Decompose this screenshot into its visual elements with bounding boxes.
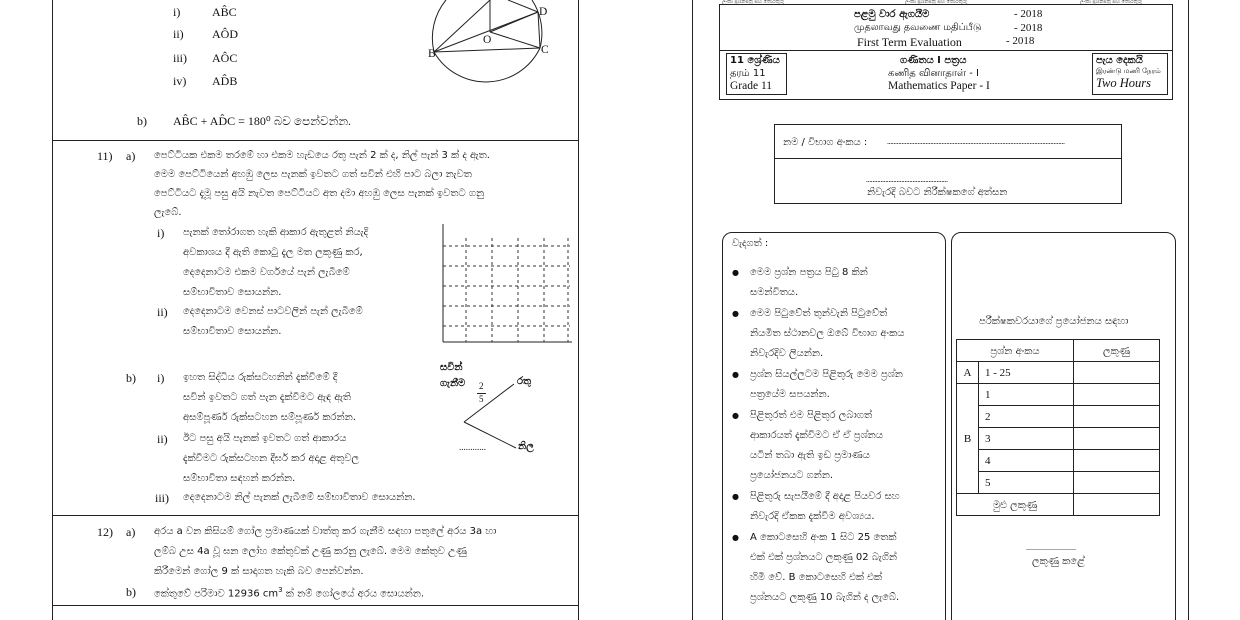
- question-divider: [52, 515, 578, 516]
- paper-sinhala: ගණිතය I පත්‍රය: [900, 55, 967, 66]
- name-index-field[interactable]: ...............................................................................................................: [887, 137, 1065, 146]
- header-english-title: First Term Evaluation: [857, 35, 962, 49]
- q12-a-line: අරය a වන කිසියම් ගෝල ප්‍රමාණයක් වාත්තු කර ගැනීම සඳහා පතුලේ අරය 3a හා: [154, 526, 497, 537]
- table-row: [957, 406, 1160, 428]
- left-page-border-right: [578, 0, 579, 620]
- sample-space-grid: [442, 224, 574, 346]
- table-row: [957, 384, 1160, 406]
- q11-a-line: ලැබේ.: [154, 207, 182, 218]
- q11-bii-line: ඊට පසු අයි පැනක් ඉවතට ගත් ආකාරය: [183, 433, 347, 444]
- q12-a-label: a): [126, 525, 136, 539]
- q11-b-label: b): [126, 371, 136, 385]
- instructions-title: වැදගත් :: [732, 238, 769, 249]
- instructions-list: [730, 263, 942, 609]
- time-tamil: இரண்டு மணி நேரம்: [1096, 67, 1161, 75]
- paper-english: Mathematics Paper - I: [888, 80, 990, 92]
- paper-tamil: கணித வினாதாள் - I: [888, 68, 979, 79]
- time-english: Two Hours: [1096, 76, 1151, 90]
- q11-bi-label: i): [157, 371, 165, 385]
- question-number: 5: [979, 472, 1074, 494]
- q11-ai-line: පැනක් තෝරාගත හැකි ආකාර ඇතුළත් නියැදි: [183, 227, 369, 238]
- top-strip-text: ලංකා ප්‍රශ්නපත්‍ර සහ තොරතුරු: [1080, 0, 1142, 5]
- marks-cell[interactable]: [1074, 384, 1160, 406]
- tree-fraction-denominator: 5: [479, 394, 484, 404]
- q10-part-num: i): [173, 5, 181, 19]
- marked-by-label: ලකුණු කළේ: [1032, 556, 1085, 567]
- q11-aii-line: දෙදෙනාටම වෙනස් පාටවලින් පැන් ලැබීමේ: [183, 306, 363, 317]
- q11-ai-label: i): [157, 226, 165, 240]
- left-page-border-left: [52, 0, 53, 620]
- instruction-item: ● මෙම පිටුවේත් තුන්වැනි පිටුවේත් නියමිත ස්ථානවල ඔබේ විභාග අංකය නිවැරදිව ලියන්න.: [730, 304, 942, 364]
- q10-part-expr: AÔD: [212, 27, 238, 41]
- header-divider: [719, 50, 1173, 51]
- q12-a-line: ලම්බ උස 4a වූ ඝන ලෝහ කේතුවක් උණු කරනු ලැබේ. මෙම කේතුව උණු: [154, 546, 467, 557]
- header-tamil-title: முதலாவது தவணை மதிப்பீடு: [854, 22, 982, 33]
- figure-label-d: D: [539, 6, 548, 18]
- table-row: [957, 428, 1160, 450]
- q11-a-line: මෙම පෙට්ටියෙන් අහඹු ලෙස පැනක් ඉවතට ගත් සවින් එහි පාට බලා නැවත: [154, 169, 472, 180]
- q11-aii-line: සම්භාවිතාව සොයන්න.: [183, 326, 282, 337]
- figure-label-b: B: [428, 48, 436, 60]
- instruction-item: ● ප්‍රශ්න සියල්ලටම පිළිතුරු මෙම ප්‍රශ්න පත්‍රයේම සපයන්න.: [730, 365, 942, 405]
- top-strip-text: ලංකා ප්‍රශ්නපත්‍ර සහ තොරතුරු: [722, 0, 784, 5]
- marks-table: [956, 339, 1160, 516]
- marks-cell[interactable]: [1074, 428, 1160, 450]
- q12-b-text: කේතුවේ පරිමාව 12936 $cm^3$ ක් නම් ගෝලයේ අරය සොයන්න.: [154, 586, 425, 600]
- q11-bi-line: සවින් ඉවතට ගත් පැන දැක්වීමට ඇඳ ඇති: [183, 392, 351, 403]
- marked-by-field[interactable]: .........................: [1026, 543, 1076, 552]
- q10-part-expr: AD̂B: [212, 74, 238, 88]
- section-a-range: 1 - 25: [979, 362, 1074, 384]
- q11-ai-line: සම්භාවිතාව සොයන්න.: [183, 287, 282, 298]
- q11-biii-text: දෙදෙනාටම නිල් පැනක් ලැබීමේ සම්භාවිතාව සොයන්න.: [183, 492, 416, 503]
- instruction-item: ● A කොටසෙහි අංක 1 සිට 25 තෙක් එක් එක් ප්‍රශ්නයට ලකුණු 02 බැගින් හිමි වේ. B කොටසෙහි එක් එක් ප්‍රශ්නයට ලකුණු 10 බැගින් ද ලැබේ.: [730, 528, 942, 608]
- q10-b-label: b): [137, 114, 147, 128]
- tree-blank: ............: [459, 442, 486, 452]
- col-marks-header: ලකුණු: [1074, 340, 1160, 362]
- marks-cell[interactable]: [1074, 450, 1160, 472]
- q11-bii-label: ii): [157, 432, 168, 446]
- table-row: [957, 450, 1160, 472]
- table-row: [957, 362, 1160, 384]
- table-row: [957, 494, 1160, 516]
- time-sinhala: පැය දෙකයි: [1096, 55, 1143, 66]
- q11-a-line: පෙට්ටියට දැමූ පසු අයි නැවත පෙට්ටියට අත දමා අහඹු ලෙස පැනක් ඉවතට ගනු: [154, 188, 485, 199]
- tree-red-label: රතු: [517, 376, 532, 387]
- question-number: 4: [979, 450, 1074, 472]
- tree-title-line1: සවින්: [440, 362, 463, 373]
- figure-label-o: O: [483, 34, 492, 46]
- figure-label-c: C: [541, 44, 549, 56]
- total-marks-cell[interactable]: [1074, 494, 1160, 516]
- q10-part-expr: AÔC: [212, 51, 238, 65]
- instruction-item: ● පිළිතුරු සැපයීමේ දී අදාළ පියවර සහ නිවැරදි ඒකක දැක්වීම අවශ්‍යය.: [730, 487, 942, 527]
- marks-cell[interactable]: [1074, 362, 1160, 384]
- instruction-item: ● පිළිතුරත් එම පිළිතුර ලබාගත් ආකාරයත් දැක්වීමට ඒ ඒ ප්‍රශ්නය යටින් තබා ඇති ඉඩ ප්‍රමාණය ප්‍රයෝජනයට ගන්න.: [730, 406, 942, 486]
- q11-a-line: පෙට්ටියක එකම තරමේ හා එකම හැඩයෙ රතු පැන් 2 ක් ද, නිල් පැන් 3 ක් ද ඇත.: [154, 150, 490, 161]
- q11-bii-line: සම්භාවිතා සඳහන් කරන්න.: [183, 473, 296, 484]
- question-number: 3: [979, 428, 1074, 450]
- name-box-divider: [774, 158, 1122, 159]
- tree-blue-label: නිල: [518, 441, 534, 452]
- grade-sinhala: 11 ශ්‍රේණිය: [730, 55, 780, 66]
- q11-bi-line: අසම්පූර්ණ රුක්සටහන සම්පූර්ණ කරන්න.: [183, 412, 356, 423]
- q11-ai-line: අවකාශය දී ඇති කොටු දැල මත ලකුණු කර,: [183, 247, 363, 258]
- q12-a-line: කිරීමෙන් ගෝල 9 ක් සාදාගත හැකි බව පෙන්වන්න.: [154, 566, 364, 577]
- q11-number: 11): [97, 149, 113, 163]
- top-strip-text: ලංකා ප්‍රශ්නපත්‍ර සහ තොරතුරු: [905, 0, 967, 5]
- q11-bii-line: දැක්වීමට රුක්සටහන දීර්ඝ කර අදාළ අතුවල: [183, 453, 360, 464]
- q10-part-num: iii): [173, 51, 187, 65]
- instruction-item: ● මෙම ප්‍රශ්න පත්‍රය පිටු 8 කින් සමන්විතය.: [730, 263, 942, 303]
- header-year: - 2018: [1014, 22, 1043, 34]
- grade-english: Grade 11: [730, 80, 773, 92]
- name-index-label: නම / විභාග අංකය :: [783, 137, 868, 148]
- tree-title-line2: ගැනීම: [440, 378, 466, 389]
- total-label: මුළු ලකුණු: [957, 494, 1074, 516]
- question-divider: [52, 605, 578, 606]
- signature-field[interactable]: ...................................................: [866, 175, 948, 184]
- q10-b-text: AB̂C + AD̂C = 180⁰ බව පෙන්වන්න.: [173, 114, 352, 128]
- section-a-label: A: [957, 362, 979, 384]
- question-number: 2: [979, 406, 1074, 428]
- col-question-header: ප්‍රශ්න අංකය: [957, 340, 1074, 362]
- table-row: [957, 472, 1160, 494]
- marks-cell[interactable]: [1074, 406, 1160, 428]
- header-sinhala-title: පළමු වාර ඇගයීම: [854, 9, 930, 20]
- marks-cell[interactable]: [1074, 472, 1160, 494]
- header-year: - 2018: [1006, 35, 1035, 47]
- examiner-title: පරීක්ෂකවරයාගේ ප්‍රයෝජනය සඳහා: [979, 316, 1129, 327]
- table-header-row: [957, 340, 1160, 362]
- q12-b-label: b): [126, 585, 136, 599]
- q11-bi-line: ඉහත සිද්ධිය රුක්සටහනින් දැක්වීමේ දී: [183, 372, 338, 383]
- tree-fraction-numerator: 2: [479, 381, 484, 391]
- q11-biii-label: iii): [155, 491, 169, 505]
- q12-number: 12): [97, 525, 113, 539]
- signature-label: නිවැරදි බවට නිරීක්ෂකගේ අත්සන: [867, 187, 1008, 198]
- question-divider: [52, 140, 578, 141]
- q10-part-num: iv): [173, 74, 187, 88]
- right-page-border-right: [1188, 0, 1189, 620]
- q11-a-label: a): [126, 149, 136, 163]
- grade-tamil: தரம் 11: [730, 68, 766, 79]
- q11-ai-line: දෙදෙනාටම එකම වර්ගයේ පැන් ලැබීමේ: [183, 267, 350, 278]
- question-number: 1: [979, 384, 1074, 406]
- q10-part-expr: AB̂C: [212, 5, 237, 19]
- header-year: - 2018: [1014, 8, 1043, 20]
- section-b-label: B: [957, 384, 979, 494]
- right-page-border-left: [692, 0, 693, 620]
- q10-part-num: ii): [173, 27, 184, 41]
- q11-aii-label: ii): [157, 305, 168, 319]
